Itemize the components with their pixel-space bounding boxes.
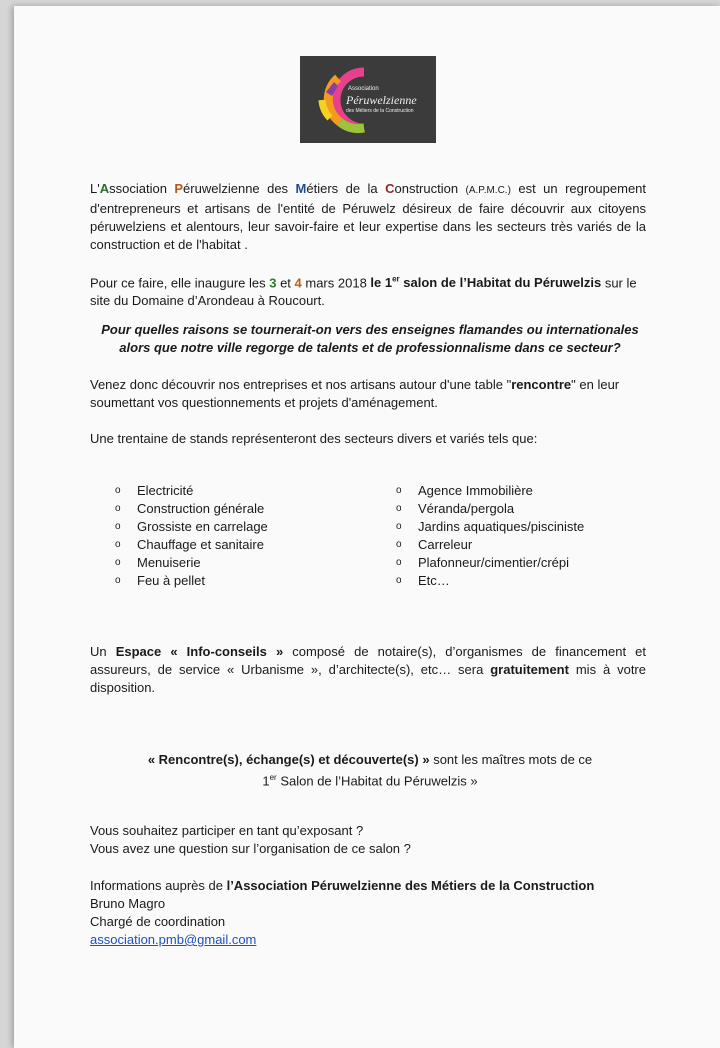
list-item: o Menuiserie <box>115 555 201 570</box>
dates-paragraph: Pour ce faire, elle inaugure les 3 et 4 mars 2018 le 1er salon de l’Habitat du Péruwelzis sur le site du Domaine d’Arondeau à Roucourt. <box>90 275 637 309</box>
invite-paragraph: Venez donc découvrir nos entreprises et nos artisans autour d'une table "rencontre" en leur soumettant vos questionnements et projets d'aménagement. <box>90 377 620 410</box>
sectors-list-right <box>396 482 584 590</box>
logo-text-peruwelzienne: Péruwelzienne <box>346 93 417 107</box>
list-item: o Etc… <box>396 573 450 588</box>
contact-organization: l’Association Péruwelzienne des Métiers de la Construction <box>226 878 595 893</box>
contact-email-link[interactable]: association.pmb@gmail.com <box>90 932 257 947</box>
list-item: o Grossiste en carrelage <box>115 519 268 534</box>
stands-intro: Une trentaine de stands représenteront des secteurs divers et variés tels que: <box>90 431 538 446</box>
list-item: o Electricité <box>115 483 194 498</box>
list-item: o Agence Immobilière <box>396 483 533 498</box>
logo-text-association: Association <box>348 86 379 92</box>
motto-paragraph: « Rencontre(s), échange(s) et découverte(s) » sont les maîtres mots de ce 1er Salon de l’Habitat du Péruwelzis » <box>147 752 593 789</box>
day-4: 4 <box>294 275 302 291</box>
contact-role: Chargé de coordination <box>90 914 226 929</box>
list-item: o Carreleur <box>396 537 473 552</box>
apmc-logo <box>300 56 436 143</box>
exhibitor-questions: Vous souhaitez participer en tant qu’exposant ? Vous avez une question sur l’organisation de ce salon ? <box>90 823 411 856</box>
list-item: o Jardins aquatiques/pisciniste <box>396 519 585 534</box>
day-3: 3 <box>269 275 277 291</box>
logo-text-metiers: des Métiers de la Construction <box>346 108 414 114</box>
contact-block: Informations auprès de l’Association Péruwelzienne des Métiers de la Construction Bruno Magro Chargé de coordination association.pmb@gmail.com <box>90 878 595 947</box>
list-item: o Chauffage et sanitaire <box>115 537 264 552</box>
list-item: o Feu à pellet <box>115 573 205 588</box>
intro-paragraph: L'Association Péruwelzienne des Métiers de la Construction (A.P.M.C.) est un regroupement d'entrepreneurs et artisans de l'entité de Péruwelz désireux de faire découvrir aux citoyens péruwelziens et alentours, leur savoir-faire et leur expertise dans les secteurs très variés de la construction et de l'habitat . <box>90 181 647 252</box>
list-item: o Véranda/pergola <box>396 501 515 516</box>
espace-paragraph: Un Espace « Info-conseils » composé de notaire(s), d’organismes de financement et assureurs, de service « Urbanisme », d’architecte(s), etc… sera gratuitement mis à votre disposition. <box>90 644 646 695</box>
contact-name: Bruno Magro <box>90 896 166 911</box>
list-item: o Construction générale <box>115 501 265 516</box>
question-paragraph: Pour quelles raisons se tournerait-on vers des enseignes flamandes ou internationales alors que notre ville regorge de talents et de professionnalisme dans ce secteur? <box>101 322 639 355</box>
sectors-list-left <box>115 482 268 590</box>
list-item: o Plafonneur/cimentier/crépi <box>396 555 570 570</box>
apmc-abbreviation: (A.P.M.C.) <box>465 185 511 196</box>
